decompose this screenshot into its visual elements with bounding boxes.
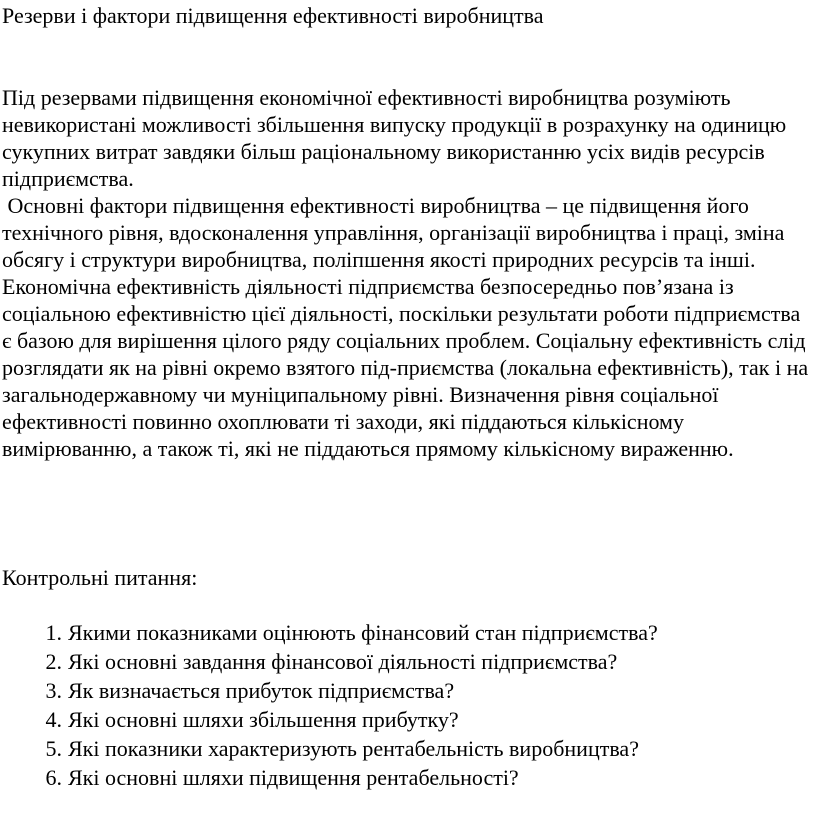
question-item (2, 676, 658, 705)
paragraph-reserves: Під резервами підвищення економічної ефективності виробництва розуміють невикористані можливості збільшення випуску продукції в розрахунку на одиницю сукупних витрат завдяки більш раціональному використанню усіх видів ресурсів підприємства. (2, 85, 787, 191)
question-text: Якими показниками оцінюють фінансовий стан підприємства? (68, 620, 658, 645)
document-page (2, 0, 814, 816)
questions-list (2, 618, 658, 792)
questions-heading: Контрольні питання: (2, 565, 198, 590)
question-text: Які основні шляхи збільшення прибутку? (68, 707, 459, 732)
question-item (2, 763, 658, 792)
question-text: Які основні шляхи підвищення рентабельності? (68, 765, 519, 790)
question-item (2, 647, 658, 676)
question-item (2, 618, 658, 647)
question-number: 6. (45, 765, 62, 790)
question-text: Які основні завдання фінансової діяльності підприємства? (68, 649, 618, 674)
paragraph-factors: Основні фактори підвищення ефективності виробництва – це підвищення його технічного рівня, вдосконалення управління, організації виробництва і праці, зміна обсягу і структури виробництва, поліпшення якості природних ресурсів та інші. (2, 193, 790, 272)
question-text: Як визначається прибуток підприємства? (68, 678, 455, 703)
document-body (2, 84, 814, 462)
paragraph-social-efficiency: Економічна ефективність діяльності підприємства безпосередньо пов’язана із соціальною ефективністю цієї діяльності, поскільки результати роботи підприємства є базою для вирішення цілого ряду соціальних проблем. Соціальну ефективність слід розглядати як на рівні окремо взятого під-приємства (локальна ефективність), так і на загальнодержавному чи муніципальному рівні. Визначення рівня соціальної ефективності повинно охоплювати ті заходи, які піддаються кількісному вимірюванню, а також ті, які не піддаються прямому кількісному вираженню. (2, 274, 809, 461)
question-number: 4. (45, 707, 62, 732)
question-number: 5. (45, 736, 62, 761)
question-text: Які показники характеризують рентабельність виробництва? (68, 736, 639, 761)
question-number: 2. (45, 649, 62, 674)
question-number: 1. (45, 620, 62, 645)
document-title: Резерви і фактори підвищення ефективності виробництва (2, 3, 544, 28)
question-item (2, 705, 658, 734)
question-number: 3. (45, 678, 62, 703)
question-item (2, 734, 658, 763)
